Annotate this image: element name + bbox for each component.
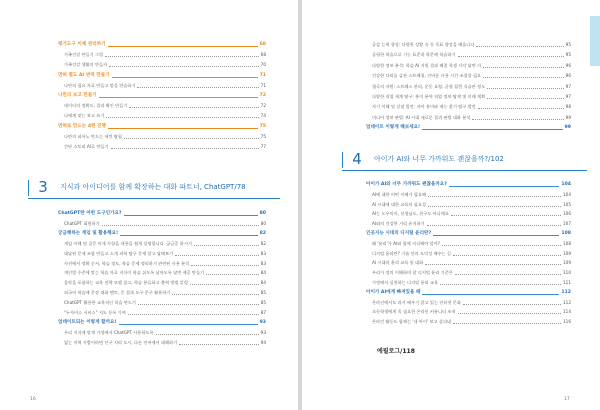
toc-entry xyxy=(372,249,571,259)
toc-entry-title: 가족건강 생활의 만들자 xyxy=(64,62,108,68)
toc-leader xyxy=(458,56,564,57)
toc-entry-title: 개인별 수준에 맞는 학습 자료 지식이 학습 쉬도록 남아도록 답변 제공 만들기 xyxy=(64,270,205,276)
toc-entry-page: 93 xyxy=(260,329,266,335)
toc-leader xyxy=(433,235,559,236)
toc-entry xyxy=(64,338,266,348)
toc-entry xyxy=(372,40,571,50)
toc-leader xyxy=(191,265,258,266)
toc-entry xyxy=(372,268,571,278)
toc-section-heading xyxy=(58,318,266,328)
toc-entry-page: 75 xyxy=(260,133,266,139)
toc-entry xyxy=(372,61,571,71)
toc-entry-title: 건강한 다리를 습관 스트레칭, 인바운 사용 시간 조절할 필요 xyxy=(372,73,482,79)
toc-section-heading xyxy=(58,122,266,132)
toc-entry-title: ChatGPT 활용한 교육적인 학습 만드기 xyxy=(64,300,136,306)
toc-leader xyxy=(428,196,561,197)
toc-leader xyxy=(458,313,561,314)
toc-entry-page: 83 xyxy=(260,250,266,256)
toc-entry-page: 71 xyxy=(259,72,266,78)
toc-entry-page: 68 xyxy=(259,42,266,47)
toc-entry-page: 97 xyxy=(565,94,571,99)
toc-entry-title: 나만의 보고 만들기 xyxy=(58,93,97,98)
toc-entry-title: ChatGPT 회원하기 xyxy=(64,220,100,226)
toc-entry xyxy=(372,317,571,327)
toc-entry-title: 자기 이해 및 강점 발견: 자아 흥미와 재능 찾기 탐구 발견 xyxy=(372,104,476,110)
toc-section-heading xyxy=(58,71,266,81)
toc-leader xyxy=(451,215,561,216)
toc-entry xyxy=(64,81,266,91)
toc-entry xyxy=(372,258,571,268)
toc-entry-title: 가족건강 만들기 그림 xyxy=(64,52,104,58)
toc-entry-page: 84 xyxy=(260,270,266,276)
toc-leader xyxy=(190,284,259,285)
toc-entry-title: 협곡의 자원: 스트레스 관리, 운동 요령, 균형 잡힌 식습관 정도 xyxy=(372,83,486,89)
toc-entry-page: 77 xyxy=(260,144,266,149)
toc-entry xyxy=(64,50,266,60)
left-page xyxy=(0,0,298,410)
toc-entry-title: 없는 지역 사람이라면 인구 지리 도시, 다른 언어에서 대해하기 xyxy=(64,339,178,345)
toc-entry xyxy=(372,219,571,229)
toc-leader xyxy=(124,138,259,139)
toc-entry-page: 95 xyxy=(565,52,571,58)
toc-entry-title: 나만의 필요 자료 만들고 말을 연습하기 xyxy=(64,82,136,88)
toc-leader xyxy=(99,97,258,98)
toc-entry-page: 80 xyxy=(259,211,266,216)
toc-entry-page: 75 xyxy=(259,123,266,129)
toc-entry-title: 대답된 문제 조합 만들고 소개 과학 탐구 문제 알고 답해보기 xyxy=(64,250,174,256)
epilogue-entry: 에필로그/118 xyxy=(377,348,415,355)
toc-entry xyxy=(64,298,266,308)
toc-leader xyxy=(124,215,258,216)
toc-entry-page: 72 xyxy=(259,93,266,98)
chapter-rule xyxy=(342,170,587,171)
toc-entry xyxy=(372,307,571,317)
toc-entry xyxy=(372,50,571,60)
toc-entry xyxy=(64,111,266,121)
toc-entry-page: 114 xyxy=(563,309,571,315)
toc-entry xyxy=(64,249,266,259)
toc-leader xyxy=(108,128,258,129)
toc-entry-title: 우리 지식에 맞게 가정에서 ChatGPT 사용하도록 xyxy=(64,329,154,335)
toc-leader xyxy=(442,245,561,246)
chapter-title: 지식과 아이디어를 함께 확장하는 대화 파트너, ChatGPT/78 xyxy=(60,183,246,191)
chapter-bar xyxy=(28,180,29,196)
toc-entry-page: 104 xyxy=(563,191,571,197)
toc-entry-title: 다양한 직업 세계 탐구: 흥미 분야 직업 정보 탐색 및 미래 계획 xyxy=(372,94,486,99)
toc-entry xyxy=(64,101,266,111)
toc-entry-page: 109 xyxy=(563,250,571,256)
toc-leader xyxy=(472,119,563,120)
toc-entry-page: 108 xyxy=(561,231,571,236)
toc-entry-title: AI 시대의 윤리 교육 및 대화 xyxy=(372,260,424,266)
toc-entry-page: 97 xyxy=(565,83,571,89)
toc-leader xyxy=(120,235,257,236)
page-number: 16 xyxy=(30,397,36,402)
toc-entry-page: 70 xyxy=(260,62,266,68)
chapter-number: 4 xyxy=(352,150,362,168)
toc-entry xyxy=(372,278,571,288)
toc-leader xyxy=(427,225,561,226)
toc-entry xyxy=(372,113,571,123)
toc-leader xyxy=(108,46,258,47)
toc-entry-page: 94 xyxy=(260,339,266,345)
toc-entry-page: 105 xyxy=(563,201,571,207)
toc-entry xyxy=(372,71,571,81)
toc-leader xyxy=(111,148,259,149)
toc-entry-title: 아이가 AI에게 빠져있을 때 xyxy=(366,289,421,295)
toc-entry xyxy=(372,298,571,308)
toc-leader xyxy=(483,67,564,68)
toc-entry-page: 93 xyxy=(259,319,266,325)
toc-section-heading xyxy=(58,91,266,101)
toc-leader xyxy=(487,98,564,99)
toc-entry-page: 74 xyxy=(260,113,266,119)
toc-entry-page: 107 xyxy=(563,221,571,227)
toc-entry-title: 평가도구 이제 관리하기 xyxy=(58,42,106,47)
toc-leader xyxy=(128,314,259,315)
toc-leader xyxy=(476,46,563,47)
toc-leader xyxy=(206,274,259,275)
toc-entry-title: 우리가 정의 이해하며 할 디지털 윤리 기준은 xyxy=(372,270,453,276)
toc-leader xyxy=(453,255,561,256)
toc-entry-page: 111 xyxy=(563,280,571,285)
toc-entry xyxy=(372,82,571,92)
toc-entry-title: AI에 대한 어떤 이해가 필요해 xyxy=(372,191,426,197)
toc-entry-title: 공평한 학습으로 기능 표준과 학문에 학습하기 xyxy=(372,52,456,58)
toc-entry-page: 96 xyxy=(565,62,571,68)
toc-entry xyxy=(64,142,266,152)
toc-entry-page: 110 xyxy=(563,270,571,276)
toc-leader xyxy=(175,255,259,256)
toc-entry xyxy=(64,268,266,278)
toc-entry xyxy=(64,219,266,229)
toc-entry-page: 112 xyxy=(561,289,571,295)
toc-leader xyxy=(137,87,258,88)
toc-entry-title: 아이가 AI와 너무 가까워도 괜찮을까요? xyxy=(366,182,447,187)
toc-leader xyxy=(102,225,259,226)
toc-entry-title: 면허로 만드는 4편 진행 xyxy=(58,123,106,129)
right-page xyxy=(302,0,600,410)
toc-entry-page: 85 xyxy=(260,300,266,306)
toc-entry-page: 116 xyxy=(563,319,571,325)
toc-entry-page: 108 xyxy=(563,240,571,246)
toc-leader xyxy=(455,274,561,275)
toc-leader xyxy=(156,334,259,335)
chapter-title: 아이가 AI와 너무 가까워도 괜찮을까?/102 xyxy=(374,155,504,163)
toc-entry xyxy=(372,190,571,200)
toc-entry xyxy=(64,328,266,338)
toc-section-heading xyxy=(58,40,266,50)
toc-leader xyxy=(453,323,561,324)
toc-entry-title: 가정에서 실천하는 디지털 윤리 교육 xyxy=(372,280,439,285)
toc-entry-title: 디지털 윤리란? 기술 안의 도덕성 배우는 길 xyxy=(372,250,451,256)
toc-leader xyxy=(138,304,259,305)
toc-entry-page: 84 xyxy=(260,280,266,286)
toc-leader xyxy=(105,56,259,57)
toc-entry-page: 85 xyxy=(260,290,266,296)
toc-entry-page: 98 xyxy=(565,104,571,110)
page-number: 17 xyxy=(564,397,570,402)
toc-entry-title: 게임 이해 및 질문 미세 사항을 내용을 쉽게 설명합니다. 궁금증 하시기 xyxy=(64,240,192,246)
toc-section-heading xyxy=(366,123,571,133)
toc-section-heading xyxy=(366,180,571,190)
toc-entry-title: "두자비스 서비스" 지도 등록 기여 xyxy=(64,310,126,315)
toc-entry-title: AI 시대에 대한 교육의 필요성 xyxy=(372,201,426,207)
toc-entry-title: 온라인 활동도 함께는 '내 아이' 보고 살피네 xyxy=(372,319,452,325)
toc-leader xyxy=(179,344,259,345)
toc-leader xyxy=(119,324,258,325)
toc-leader xyxy=(112,77,258,78)
toc-entry-title: 궁금해하는 게임 및 활용해요! xyxy=(58,230,119,236)
toc-section-heading xyxy=(366,229,571,239)
toc-leader xyxy=(428,206,561,207)
toc-entry-page: 82 xyxy=(259,230,266,236)
toc-entry-title: 나에게 맞는 보고 쓰기 xyxy=(64,113,105,119)
toc-entry-page: 71 xyxy=(260,82,266,88)
toc-entry xyxy=(64,60,266,70)
toc-entry-page: 96 xyxy=(565,73,571,79)
toc-entry-title: 데이터의 정확도, 결과 확인 만들기 xyxy=(64,103,128,109)
toc-entry xyxy=(64,239,266,249)
chapter-bar xyxy=(342,152,343,168)
toc-entry-title: 업데이트되는 이렇게 할까요! xyxy=(58,319,117,325)
toc-entry-title: 사진에서 정확 순서, 학습 정도, 학습 문제 정리하기 관련된 사용 분석 xyxy=(64,260,190,266)
toc-entry xyxy=(372,209,571,219)
chapter-3-heading xyxy=(32,178,246,196)
toc-entry xyxy=(64,259,266,269)
toc-entry-title: 업데이트 이렇게 해보세요! xyxy=(366,125,421,131)
toc-entry-title: 간단 스토리 AI로 만들기 xyxy=(64,144,109,149)
toc-leader xyxy=(463,304,561,305)
toc-entry-page: 99 xyxy=(565,114,571,120)
toc-entry-page: 104 xyxy=(561,182,571,187)
toc-leader xyxy=(422,294,559,295)
toc-entry-title: 다양한 정보 분석: 학습 AI 지원 결과 해결 학생 시각 답변 자 xyxy=(372,62,482,68)
toc-entry-page: 80 xyxy=(260,220,266,226)
toc-entry-page: 68 xyxy=(260,52,266,58)
toc-leader xyxy=(172,294,258,295)
side-tab xyxy=(590,16,600,66)
toc-entry xyxy=(64,278,266,288)
toc-leader xyxy=(194,245,259,246)
toc-leader xyxy=(425,264,561,265)
toc-leader xyxy=(487,88,564,89)
toc-entry-page: 95 xyxy=(565,42,571,47)
toc-leader xyxy=(422,129,562,130)
toc-entry-title: 온라인에서도 과거 배우기 않고 있는 인터넷 문화 xyxy=(372,299,461,305)
toc-entry xyxy=(64,308,266,318)
toc-leader xyxy=(449,186,560,187)
toc-entry-title: 미디어 정보 판별: AI 시대 새로운 결과 판별 대화 분석 xyxy=(372,114,471,120)
toc-entry-title: AI와의 건강한 거리 유지하기 xyxy=(372,221,425,227)
toc-leader xyxy=(478,108,564,109)
toc-entry xyxy=(372,102,571,112)
chapter-number: 3 xyxy=(38,178,48,196)
toc-entry-title: AI는 도우미이, 선생님도, 친구도 아니에요 xyxy=(372,211,449,217)
toc-entry-page: 87 xyxy=(260,310,266,315)
toc-entry-title: 면허 별도 AI 번역 만들기 xyxy=(58,72,110,78)
toc-entry-title: 공감 능력 향상: 다양한 상황 속 등 목표 향상을 배웁니다 xyxy=(372,42,475,47)
toc-entry-title: ChatGPT란 어떤 도구인가요? xyxy=(58,211,122,216)
toc-section-heading xyxy=(58,209,266,219)
toc-entry-page: 106 xyxy=(563,211,571,217)
chapter-rule xyxy=(28,198,280,199)
toc-leader xyxy=(129,107,258,108)
toc-entry-page: 82 xyxy=(260,240,266,246)
toc-entry-page: 99 xyxy=(564,125,571,131)
toc-entry xyxy=(372,239,571,249)
toc-entry-title: 음악을 포함하는 교육 전략 모델 참고, 학습 분류하고 출력 방법 알림 xyxy=(64,280,188,286)
toc-entry xyxy=(64,132,266,142)
toc-leader xyxy=(483,77,564,78)
toc-entry-page: 72 xyxy=(260,103,266,109)
toc-leader xyxy=(109,66,259,67)
toc-leader xyxy=(106,117,258,118)
toc-entry-title: 왜 '윤리'가 AI와 함께 지식해야 할까? xyxy=(372,240,440,246)
toc-entry-title: 나만의 피아노 만드는 세컨 탐험 xyxy=(64,133,122,139)
chapter-4-heading xyxy=(346,150,504,168)
toc-entry-title: 인공지능 시대의 디지털 윤리란? xyxy=(366,231,432,236)
toc-entry xyxy=(64,288,266,298)
toc-entry xyxy=(372,200,571,210)
toc-section-heading xyxy=(58,229,266,239)
toc-entry-page: 83 xyxy=(260,260,266,266)
toc-entry-page: 112 xyxy=(563,299,571,305)
toc-entry-title: 외국어 학습에 문장 대화 멘토, 응 결과 도구 문구 활용하기 xyxy=(64,290,171,296)
toc-section-heading xyxy=(366,288,571,298)
toc-entry xyxy=(372,92,571,102)
toc-entry-title: 초등학생에게 꼭 필요한 온라인 커뮤니티 조직 xyxy=(372,309,456,315)
toc-entry-page: 109 xyxy=(563,260,571,266)
toc-leader xyxy=(440,284,561,285)
